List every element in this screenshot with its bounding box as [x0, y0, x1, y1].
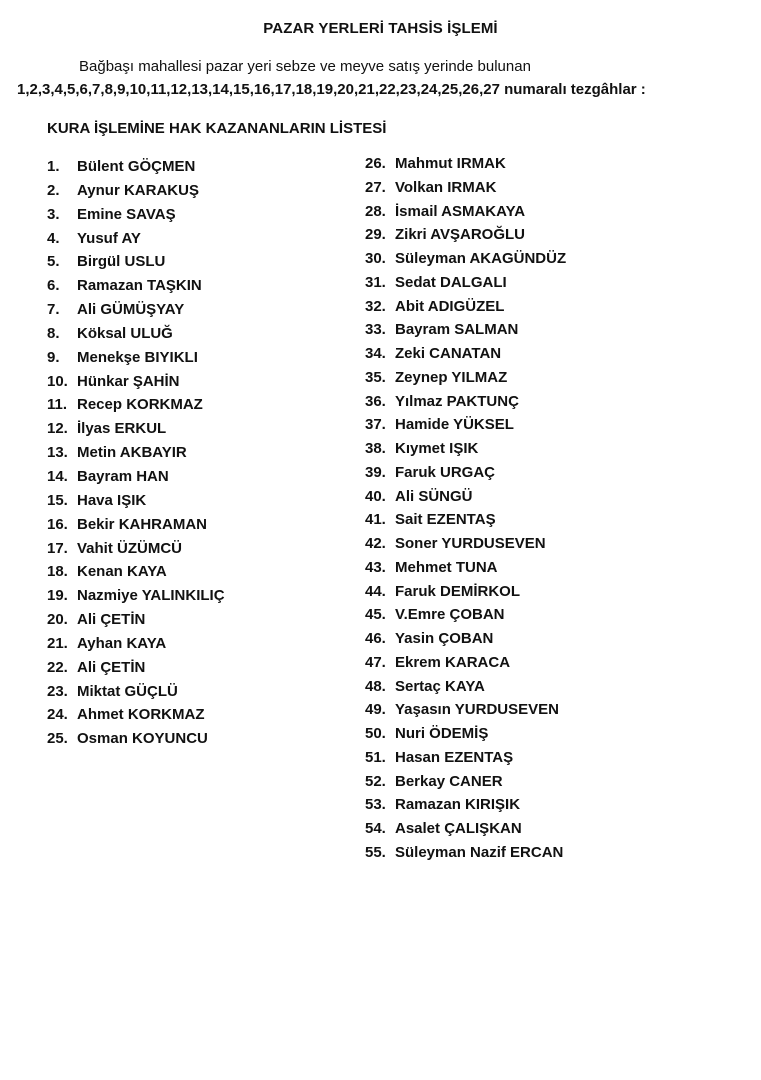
winner-number: 21. [47, 634, 68, 652]
winner-name: Süleyman AKAGÜNDÜZ [395, 250, 567, 267]
winner-list-item [365, 508, 566, 532]
winner-name: Hava IŞIK [77, 491, 147, 509]
winner-name: Osman KOYUNCU [77, 730, 208, 748]
winner-name: Faruk DEMİRKOL [395, 582, 521, 600]
winner-name: Kenan KAYA [77, 563, 167, 581]
winner-list-item [365, 295, 566, 319]
winner-name: V.Emre ÇOBAN [395, 606, 505, 624]
winner-number: 50. [365, 725, 386, 742]
winner-name: Miktat GÜÇLÜ [77, 682, 178, 700]
winner-list-item [365, 793, 566, 817]
winner-list-item [365, 532, 566, 556]
winner-list-item [365, 485, 566, 509]
winner-name: Nazmiye YALINKILIÇ [77, 587, 225, 605]
winner-list-item [47, 656, 225, 680]
winner-name: Zeki CANATAN [395, 345, 502, 362]
winner-list-item [365, 152, 566, 176]
winners-list-right [365, 152, 566, 865]
stall-numbers-text: 1,2,3,4,5,6,7,8,9,10,11,12,13,14,15,16,17,18,19,20,21,22,23,24,25,26,27 numaralı tezgâhlar : [17, 81, 646, 98]
winner-name: Hamide YÜKSEL [395, 416, 514, 434]
winner-list-item [365, 627, 566, 651]
winner-number: 43. [365, 558, 386, 576]
winner-number: 26. [365, 155, 386, 172]
document-title: PAZAR YERLERİ TAHSİS İŞLEMİ [263, 20, 498, 37]
list-title: KURA İŞLEMİNE HAK KAZANANLARIN LİSTESİ [47, 120, 387, 137]
winner-number: 27. [365, 178, 386, 196]
winner-name: İsmail ASMAKAYA [395, 202, 526, 220]
winner-number: 29. [365, 226, 386, 244]
winner-number: 54. [365, 820, 386, 837]
winner-number: 16. [47, 515, 68, 533]
winner-number: 10. [47, 372, 68, 390]
winner-name: Kıymet IŞIK [395, 440, 479, 457]
winner-name: Köksal ULUĞ [77, 324, 173, 342]
winner-list-item [47, 370, 225, 394]
winner-name: Bekir KAHRAMAN [77, 515, 208, 533]
winner-list-item [365, 366, 566, 390]
winner-list-item [365, 722, 566, 746]
winner-list-item [47, 417, 225, 441]
winner-number: 37. [365, 416, 386, 434]
winner-list-item [365, 318, 566, 342]
winner-list-item [47, 489, 225, 513]
winner-number: 11. [47, 396, 68, 414]
winner-number: 8. [47, 324, 60, 342]
winner-number: 39. [365, 463, 386, 481]
winner-name: Ramazan TAŞKIN [77, 277, 202, 295]
winner-list-item [365, 461, 566, 485]
winner-list-item [47, 227, 225, 251]
winner-name: Aynur KARAKUŞ [77, 181, 199, 199]
winner-name: Asalet ÇALIŞKAN [395, 820, 522, 837]
winner-number: 19. [47, 587, 68, 605]
winner-list-item [365, 437, 566, 461]
winner-list-item [47, 465, 225, 489]
winner-name: Sertaç KAYA [395, 677, 485, 695]
winner-name: Ahmet KORKMAZ [77, 706, 205, 724]
winner-name: Recep KORKMAZ [77, 396, 203, 414]
winner-name: Ekrem KARACA [395, 653, 511, 671]
winner-list-item [47, 513, 225, 537]
winner-name: Ali SÜNGÜ [395, 487, 473, 505]
winner-number: 52. [365, 772, 386, 790]
winner-number: 55. [365, 843, 386, 861]
winner-name: Bayram HAN [77, 467, 169, 485]
winner-number: 33. [365, 321, 386, 339]
winner-name: Süleyman Nazif ERCAN [395, 843, 564, 861]
winner-number: 3. [47, 205, 60, 223]
winner-number: 1. [47, 158, 60, 175]
winner-number: 9. [47, 348, 60, 366]
winner-list-item [47, 727, 225, 751]
winner-number: 38. [365, 440, 386, 457]
winner-number: 51. [365, 748, 386, 766]
winner-list-item [365, 390, 566, 414]
winner-number: 53. [365, 796, 386, 814]
winner-number: 22. [47, 658, 68, 676]
winner-number: 28. [365, 202, 386, 220]
winner-name: Ali GÜMÜŞYAY [77, 301, 185, 319]
winner-list-item [47, 274, 225, 298]
winner-list-item [365, 413, 566, 437]
winner-name: Zikri AVŞAROĞLU [395, 226, 526, 244]
winner-list-item [365, 770, 566, 794]
winner-list-item [47, 298, 225, 322]
winner-name: Birgül USLU [77, 253, 166, 271]
winner-name: Nuri ÖDEMİŞ [395, 725, 489, 742]
winner-list-item [47, 346, 225, 370]
winner-number: 18. [47, 563, 68, 581]
winner-name: Soner YURDUSEVEN [395, 535, 546, 552]
winner-number: 31. [365, 273, 386, 291]
winner-number: 47. [365, 653, 386, 671]
winner-name: Berkay CANER [395, 772, 503, 790]
winner-number: 23. [47, 682, 68, 700]
winner-name: Ali ÇETİN [77, 611, 146, 629]
winner-name: Volkan IRMAK [395, 178, 497, 196]
winner-list-item [47, 322, 225, 346]
winner-list-item [365, 247, 566, 271]
winner-name: Hasan EZENTAŞ [395, 748, 514, 766]
winner-list-item [365, 271, 566, 295]
winner-name: Yaşasın YURDUSEVEN [395, 701, 559, 719]
winner-name: Zeynep YILMAZ [395, 368, 508, 386]
winner-list-item [47, 393, 225, 417]
winner-list-item [47, 250, 225, 274]
winner-name: Mahmut IRMAK [395, 155, 506, 172]
winner-name: Menekşe BIYIKLI [77, 348, 198, 366]
winners-list-left [47, 155, 225, 751]
winner-list-item [365, 698, 566, 722]
winner-list-item [47, 203, 225, 227]
winner-number: 36. [365, 392, 386, 410]
winner-list-item [365, 841, 566, 865]
winner-name: Sait EZENTAŞ [395, 511, 496, 529]
winner-number: 25. [47, 730, 68, 748]
winner-list-item [47, 680, 225, 704]
winner-list-item [47, 632, 225, 656]
winner-name: Hünkar ŞAHİN [77, 372, 180, 390]
winner-number: 40. [365, 487, 386, 505]
winner-number: 17. [47, 539, 68, 557]
winner-name: Ayhan KAYA [77, 634, 167, 652]
winner-number: 2. [47, 181, 60, 199]
winner-list-item [365, 176, 566, 200]
winner-name: Yılmaz PAKTUNÇ [395, 392, 519, 410]
winner-list-item [47, 537, 225, 561]
winner-number: 6. [47, 277, 60, 295]
winner-list-item [47, 441, 225, 465]
winner-number: 13. [47, 444, 68, 462]
winner-number: 20. [47, 611, 68, 629]
winner-number: 32. [365, 297, 386, 315]
winner-list-item [47, 608, 225, 632]
winner-number: 41. [365, 511, 386, 529]
winner-name: Vahit ÜZÜMCÜ [77, 539, 182, 557]
winner-number: 24. [47, 706, 68, 724]
winner-list-item [47, 703, 225, 727]
winner-list-item [365, 556, 566, 580]
winner-name: Faruk URGAÇ [395, 463, 496, 481]
winner-list-item [365, 200, 566, 224]
winner-number: 15. [47, 491, 68, 509]
winner-list-item [47, 179, 225, 203]
winner-name: Sedat DALGALI [395, 273, 507, 291]
winner-name: Yasin ÇOBAN [395, 630, 494, 647]
winner-name: Ali ÇETİN [77, 658, 146, 676]
winner-list-item [365, 580, 566, 604]
winner-number: 7. [47, 301, 60, 319]
winner-number: 4. [47, 229, 60, 247]
winner-name: İlyas ERKUL [77, 420, 167, 438]
winner-name: Abit ADIGÜZEL [395, 297, 505, 315]
winner-name: Bülent GÖÇMEN [77, 158, 196, 175]
winner-list-item [365, 675, 566, 699]
intro-text: Bağbaşı mahallesi pazar yeri sebze ve meyve satış yerinde bulunan [79, 58, 531, 75]
winner-number: 46. [365, 630, 386, 647]
winner-list-item [365, 746, 566, 770]
winner-number: 14. [47, 467, 68, 485]
winner-list-item [365, 817, 566, 841]
winner-number: 42. [365, 535, 386, 552]
winner-number: 44. [365, 582, 386, 600]
winner-number: 34. [365, 345, 386, 362]
winner-list-item [365, 603, 566, 627]
winner-name: Bayram SALMAN [395, 321, 519, 339]
winner-name: Ramazan KIRIŞIK [395, 796, 521, 814]
winner-list-item [47, 155, 225, 179]
winner-number: 30. [365, 250, 386, 267]
winner-list-item [365, 223, 566, 247]
winner-number: 48. [365, 677, 386, 695]
winner-number: 49. [365, 701, 386, 719]
winner-name: Metin AKBAYIR [77, 444, 187, 462]
winner-number: 5. [47, 253, 60, 271]
winner-list-item [365, 651, 566, 675]
winner-name: Emine SAVAŞ [77, 205, 176, 223]
winner-number: 45. [365, 606, 386, 624]
winner-number: 35. [365, 368, 386, 386]
winner-name: Mehmet TUNA [395, 558, 498, 576]
winner-number: 12. [47, 420, 68, 438]
winner-list-item [47, 584, 225, 608]
winner-list-item [365, 342, 566, 366]
winner-list-item [47, 560, 225, 584]
winner-name: Yusuf AY [77, 229, 141, 247]
